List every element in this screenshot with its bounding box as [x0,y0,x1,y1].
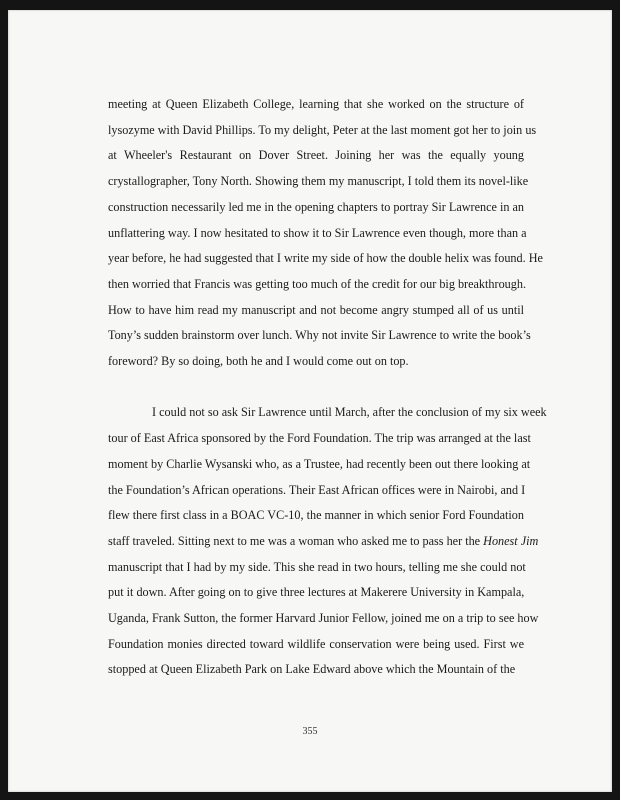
italic-title: Honest Jim [483,533,539,548]
text-line: I could not so ask Sir Lawrence until March, after the conclusion of my six week [152,405,547,420]
text-line: year before, he had suggested that I write my side of how the double helix was found. He [108,251,543,266]
text-line: manuscript that I had by my side. This she read in two hours, telling me she could not [108,559,526,574]
text-line: foreword? By so doing, both he and I would come out on top. [108,354,409,368]
text-line: crystallographer, Tony North. Showing them my manuscript, I told them its novel-like [108,174,529,189]
text-line: construction necessarily led me in the opening chapters to portray Sir Lawrence in an [108,199,524,214]
page-number: 355 [302,726,318,737]
text-line: put it down. After going on to give three lectures at Makerere University in Kampala, [108,585,525,600]
text-line: Tony’s sudden brainstorm over lunch. Why not invite Sir Lawrence to write the book’s [108,328,531,343]
text-line: lysozyme with David Phillips. To my delight, Peter at the last moment got her to join us [108,122,537,137]
text-line: tour of East Africa sponsored by the Ford Foundation. The trip was arranged at the last [108,431,531,446]
text-line: the Foundation’s African operations. Their East African offices were in Nairobi, and I [108,482,526,497]
text-line: staff traveled. Sitting next to me was a woman who asked me to pass her the Honest Jim [108,533,539,548]
text-line: Uganda, Frank Sutton, the former Harvard Junior Fellow, joined me on a trip to see how [108,611,539,625]
text-line: meeting at Queen Elizabeth College, learning that she worked on the structure of [108,97,524,111]
text-line: then worried that Francis was getting too much of the credit for our big breakthrough. [108,276,526,291]
text-line: moment by Charlie Wysanski who, as a Trustee, had recently been out there looking at [108,456,531,471]
text-line: at Wheeler's Restaurant on Dover Street. Joining her was the equally young [108,148,524,163]
text-line: Foundation monies directed toward wildlife conservation were being used. First we [108,636,524,651]
document-page [8,10,612,792]
text-line: How to have him read my manuscript and not become angry stumped all of us until [108,302,524,317]
text-line: flew there first class in a BOAC VC-10, the manner in which senior Ford Foundation [108,508,524,523]
text-line: unflattering way. I now hesitated to show it to Sir Lawrence even though, more than a [108,225,527,240]
text-line: stopped at Queen Elizabeth Park on Lake Edward above which the Mountain of the [108,662,516,677]
